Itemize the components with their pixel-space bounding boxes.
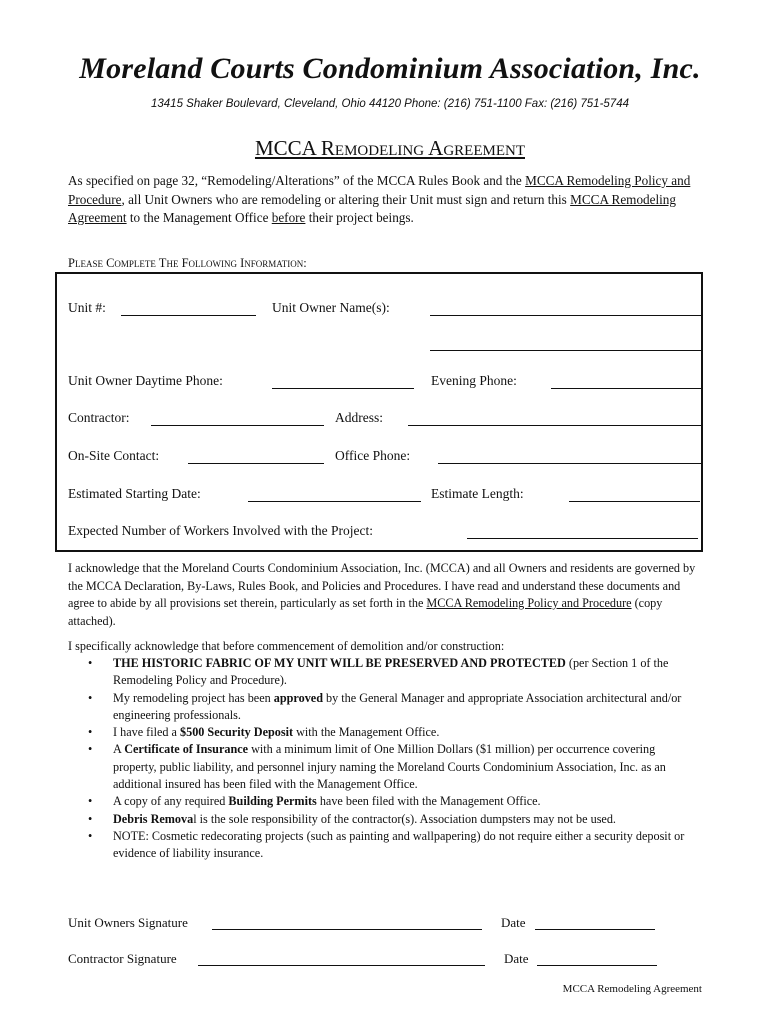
item-text: My remodeling project has been — [113, 690, 274, 705]
owner-signature-field[interactable] — [212, 929, 482, 930]
ack-text: (copy attached). — [68, 596, 663, 628]
contractor-date-label: Date — [504, 951, 529, 966]
owner-signature-label: Unit Owners Signature — [68, 915, 188, 930]
intro-text: As specified on page 32, “Remodeling/Alterations” of the MCCA Rules Book and the — [68, 173, 526, 188]
acknowledgement-paragraph — [68, 560, 708, 630]
bullet-icon: • — [88, 811, 93, 826]
item-text: l is the sole responsibility of the contractor(s). Association dumpsters may not be used. — [193, 811, 616, 826]
contractor-signature-field[interactable] — [198, 965, 485, 966]
start-date-label: Estimated Starting Date: — [68, 486, 201, 501]
list-item — [88, 741, 698, 793]
bold-text: Certificate of Insurance — [124, 742, 249, 757]
contractor-signature-label: Contractor Signature — [68, 951, 177, 966]
bullet-icon: • — [88, 742, 93, 757]
item-text: (per Section 1 of the Remodeling Policy and Procedure). — [113, 656, 669, 688]
contractor-label: Contractor: — [68, 410, 130, 425]
bold-text: $500 Security Deposit — [180, 725, 294, 740]
owner-date-label: Date — [501, 915, 526, 930]
requirements-list — [88, 655, 698, 863]
owner-name-field-2[interactable] — [430, 350, 701, 351]
item-text: with the Management Office. — [293, 725, 440, 740]
intro-text: , all Unit Owners who are remodeling or altering their Unit must sign and return this — [121, 191, 571, 207]
item-text: NOTE: Cosmetic redecorating projects (such as painting and wallpapering) do not require either a security deposit or evidence of liability insurance. — [113, 828, 685, 861]
bullet-icon: • — [88, 690, 93, 705]
daytime-phone-field[interactable] — [272, 388, 414, 389]
intro-text: their project beings. — [305, 210, 414, 225]
intro-paragraph — [68, 172, 708, 228]
item-text: have been filed with the Management Office. — [316, 794, 541, 809]
organization-name: Moreland Courts Condominium Association, Inc. — [79, 52, 701, 85]
office-phone-field[interactable] — [438, 463, 701, 464]
document-title: MCCA Remodeling Agreement — [254, 136, 525, 160]
evening-phone-label: Evening Phone: — [431, 373, 517, 388]
item-text: A copy of any required — [113, 794, 229, 809]
address-line: 13415 Shaker Boulevard, Cleveland, Ohio 44120 Phone: (216) 751-1100 Fax: (216) 751-5744 — [150, 98, 629, 110]
estimate-length-label: Estimate Length: — [431, 486, 524, 501]
item-text: I have filed a — [113, 725, 180, 740]
unit-number-label: Unit #: — [68, 300, 106, 315]
bold-text: approved — [273, 690, 323, 705]
daytime-phone-label: Unit Owner Daytime Phone: — [68, 373, 223, 388]
intro-text: to the Management Office — [126, 210, 272, 225]
onsite-contact-field[interactable] — [188, 463, 324, 464]
agreement-reference: MCCA Remodeling Agreement — [68, 191, 676, 225]
bullet-icon: • — [88, 828, 93, 843]
evening-phone-field[interactable] — [551, 388, 701, 389]
list-item — [88, 793, 698, 810]
start-date-field[interactable] — [248, 501, 421, 502]
owner-date-field[interactable] — [535, 929, 655, 930]
form-instruction: Please Complete The Following Information: — [68, 256, 307, 270]
footer-text: MCCA Remodeling Agreement — [562, 983, 702, 995]
ack-text: I acknowledge that the Moreland Courts Condominium Association, Inc. (MCCA) and all Owners and residents are governed by the MCCA Declaration, By-Laws, Rules Book, and Policies and Procedures. I have read and understand these documents and agree to abide by all provisions set therein, particularly as set forth in the — [68, 561, 696, 610]
bold-text: Building Permits — [228, 794, 317, 809]
unit-number-field[interactable] — [121, 315, 256, 316]
item-text: by the General Manager and appropriate Association architectural and/or engineering professionals. — [113, 690, 682, 722]
bold-text: THE HISTORIC FABRIC OF MY UNIT WILL BE PRESERVED AND PROTECTED — [113, 656, 566, 670]
owner-name-field[interactable] — [430, 315, 701, 316]
list-item — [88, 828, 698, 863]
bullet-icon: • — [88, 656, 93, 670]
policy-reference: MCCA Remodeling Policy and Procedure — [68, 173, 691, 207]
specific-acknowledgement: I specifically acknowledge that before commencement of demolition and/or construction: — [68, 639, 505, 653]
bullet-icon: • — [88, 794, 93, 809]
item-text: with a minimum limit of One Million Dollars ($1 million) per occurrence covering property, public liability, and personnel injury naming the Moreland Courts Condominium Association, Inc. as an additional insured has been filed with the Management Office. — [113, 742, 666, 792]
contractor-field[interactable] — [151, 425, 324, 426]
address-field[interactable] — [408, 425, 701, 426]
owner-name-label: Unit Owner Name(s): — [272, 300, 390, 315]
workers-label: Expected Number of Workers Involved with the Project: — [68, 523, 373, 538]
policy-reference: MCCA Remodeling Policy and Procedure — [426, 596, 632, 610]
bullet-icon: • — [88, 725, 93, 740]
bold-text: Debris Remova — [113, 811, 194, 826]
address-label: Address: — [335, 410, 383, 425]
item-text: A — [113, 742, 125, 757]
before-emphasis: before — [271, 210, 306, 225]
list-item — [88, 690, 698, 725]
list-item — [88, 724, 698, 741]
estimate-length-field[interactable] — [569, 501, 700, 502]
workers-field[interactable] — [467, 538, 698, 539]
list-item — [88, 655, 698, 690]
onsite-contact-label: On-Site Contact: — [68, 448, 160, 463]
list-item — [88, 811, 698, 828]
office-phone-label: Office Phone: — [335, 448, 411, 463]
contractor-date-field[interactable] — [537, 965, 657, 966]
